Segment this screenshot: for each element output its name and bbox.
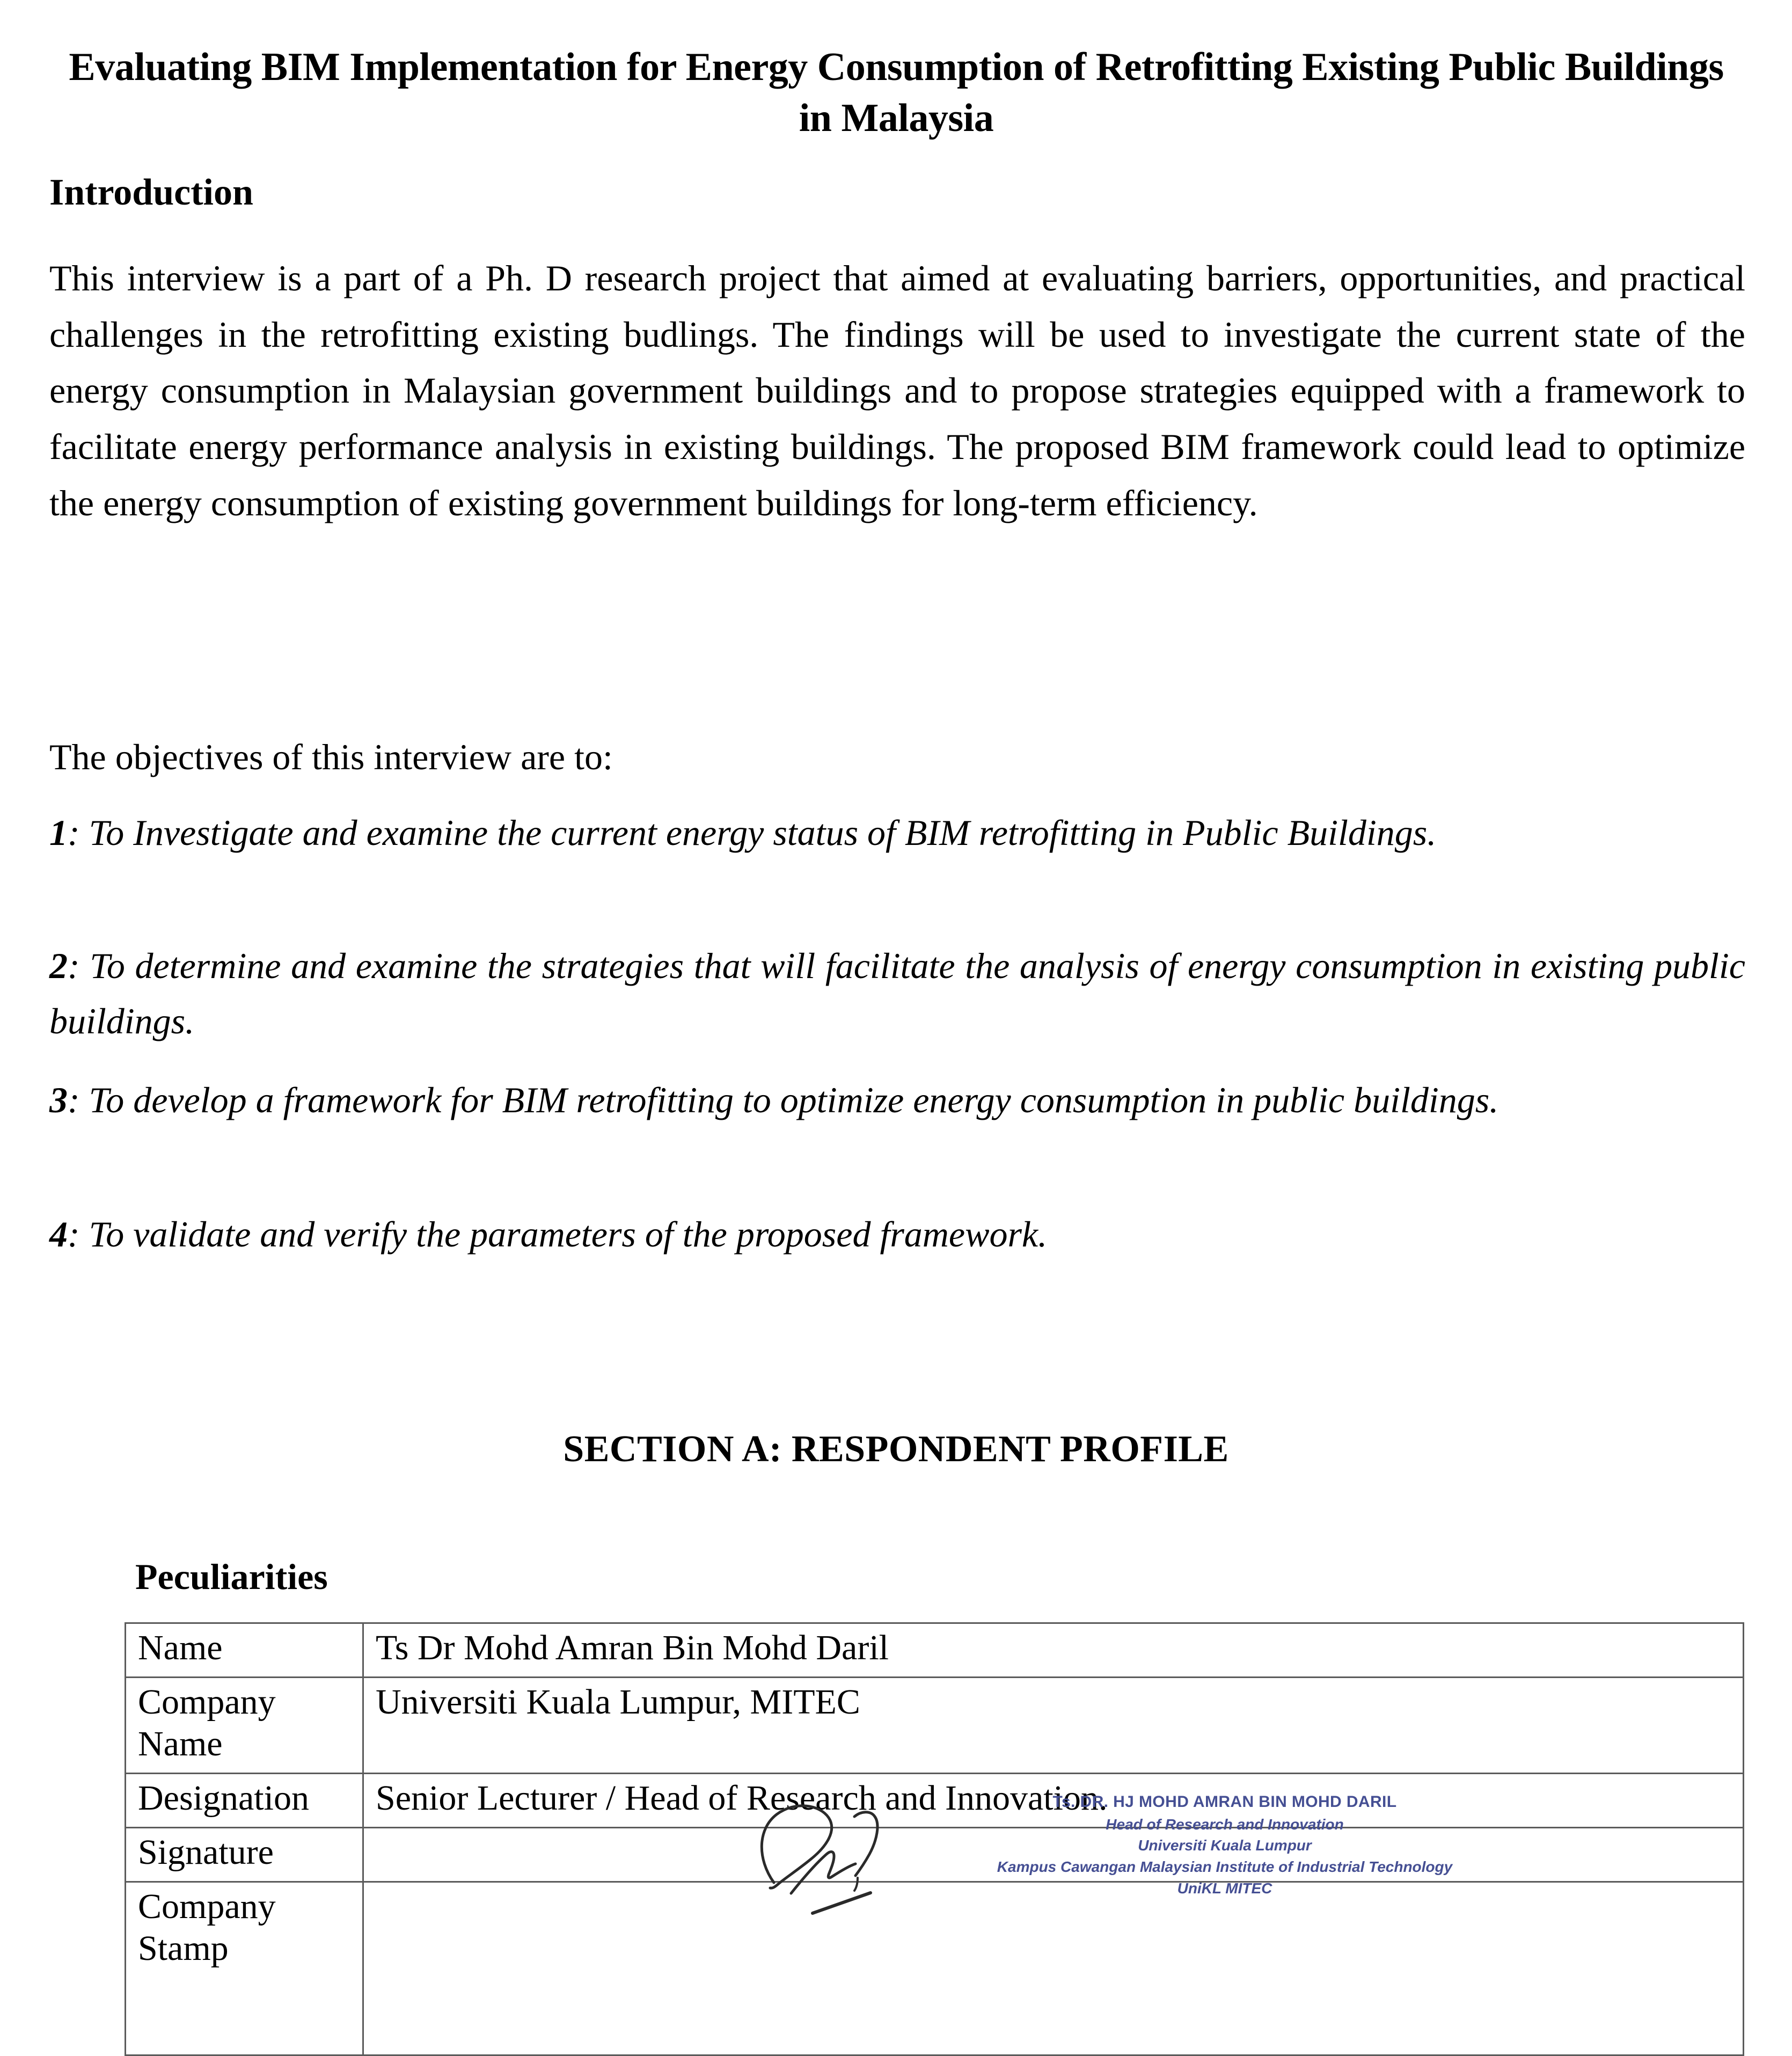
objective-item-2 xyxy=(49,938,1745,1049)
objective-text: To determine and examine the strategies that will facilitate the analysis of energy consumption in existing public buildings. xyxy=(49,945,1745,1042)
objective-text: To develop a framework for BIM retrofitting to optimize energy consumption in public buildings. xyxy=(89,1080,1499,1120)
table-cell-value-stamp xyxy=(363,1882,1744,2055)
table-cell-value-signature xyxy=(363,1827,1744,1882)
objective-separator: : xyxy=(68,1214,89,1255)
objective-separator: : xyxy=(68,1080,89,1120)
table-cell-value: Senior Lecturer / Head of Research and Innovation. xyxy=(363,1773,1744,1827)
introduction-heading: Introduction xyxy=(49,172,253,213)
table-row xyxy=(126,1827,1744,1882)
page-title: Evaluating BIM Implementation for Energy Consumption of Retrofitting Existing Public Buildings in Malaysia xyxy=(69,45,1724,140)
stamp-campus-line: Kampus Cawangan Malaysian Institute of Industrial Technology xyxy=(997,1858,1453,1876)
table-row xyxy=(126,1773,1744,1827)
table-cell-value: Ts Dr Mohd Amran Bin Mohd Daril xyxy=(363,1623,1744,1678)
objective-number: 3 xyxy=(49,1080,68,1120)
table-cell-label: Name xyxy=(126,1623,363,1678)
table-cell-label: Company Stamp xyxy=(126,1882,363,2055)
respondent-profile-table xyxy=(125,1622,1744,2056)
table-cell-label: Signature xyxy=(126,1827,363,1882)
stamp-abbrev-line: UniKL MITEC xyxy=(1177,1879,1272,1897)
table-row xyxy=(126,1623,1744,1678)
objective-number: 2 xyxy=(49,945,68,986)
table-row xyxy=(126,1882,1744,2055)
objective-item-1 xyxy=(49,805,1745,861)
table-cell-value: Universiti Kuala Lumpur, MITEC xyxy=(363,1678,1744,1774)
stamp-role-line: Head of Research and Innovation xyxy=(1106,1816,1344,1833)
introduction-paragraph: This interview is a part of a Ph. D research project that aimed at evaluating barriers, opportunities, and practical challenges in the retrofitting existing budlings. The findings will be used to investigate the current state of the energy consumption in Malaysian government buildings and to propose strategies equipped with a framework to facilitate energy performance analysis in existing buildings. The proposed BIM framework could lead to optimize the energy consumption of existing government buildings for long-term efficiency. xyxy=(49,258,1745,523)
stamp-name-line: Ts. DR. HJ MOHD AMRAN BIN MOHD DARIL xyxy=(1052,1793,1397,1811)
objective-text: To Investigate and examine the current energy status of BIM retrofitting in Public Buildings. xyxy=(89,812,1437,853)
objective-item-3 xyxy=(49,1073,1745,1128)
peculiarities-label: Peculiarities xyxy=(135,1556,328,1597)
table-row xyxy=(126,1678,1744,1774)
objective-separator: : xyxy=(68,945,90,986)
objective-number: 1 xyxy=(49,812,68,853)
table-cell-label: Designation xyxy=(126,1773,363,1827)
objective-separator: : xyxy=(68,812,89,853)
stamp-university-line: Universiti Kuala Lumpur xyxy=(1138,1837,1312,1854)
objectives-lead-text: The objectives of this interview are to: xyxy=(49,737,613,777)
objective-number: 4 xyxy=(49,1214,68,1255)
objective-text: To validate and verify the parameters of the proposed framework. xyxy=(89,1214,1048,1255)
section-a-heading: SECTION A: RESPONDENT PROFILE xyxy=(563,1428,1229,1470)
objective-item-4 xyxy=(49,1207,1745,1262)
table-cell-label: Company Name xyxy=(126,1678,363,1774)
